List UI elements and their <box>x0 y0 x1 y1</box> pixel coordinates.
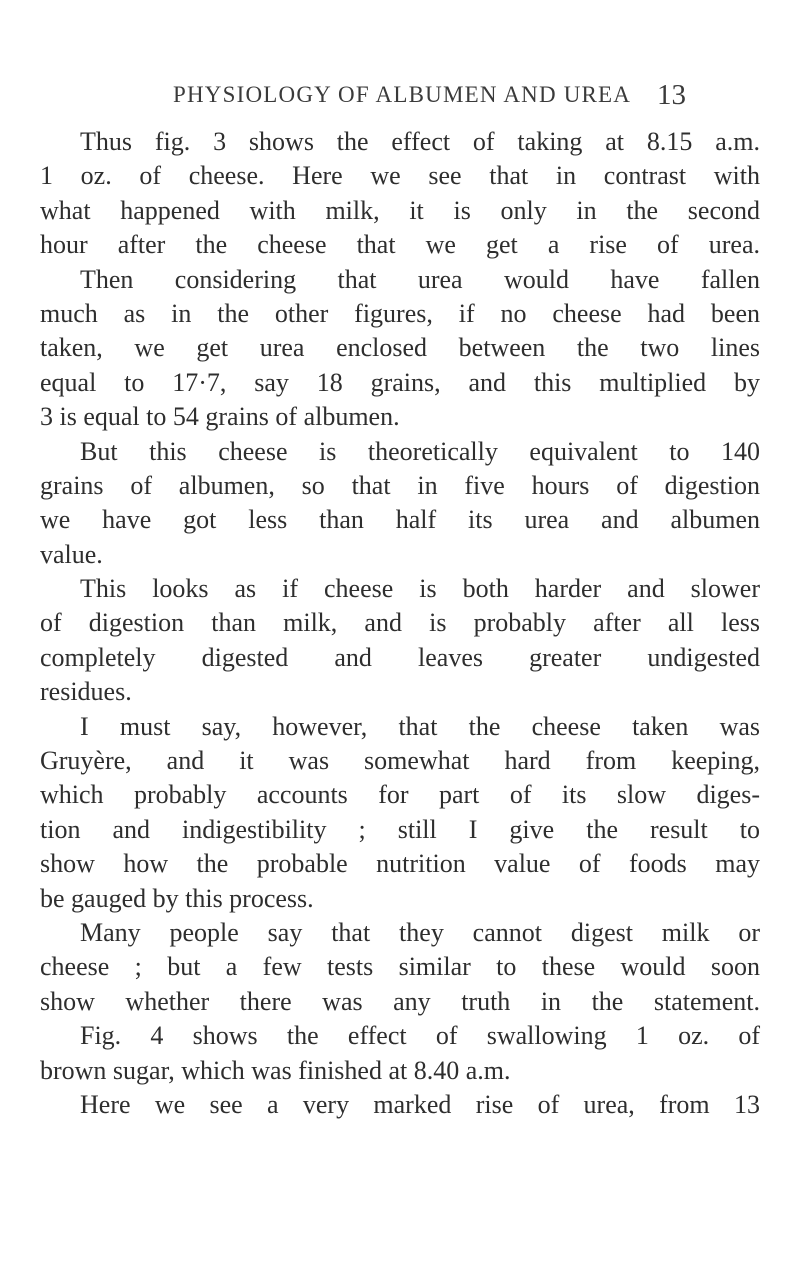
running-head <box>0 79 800 118</box>
text-line: taken, we get urea enclosed between the two lines <box>40 333 760 363</box>
text-line: Thus fig. 3 shows the effect of taking at 8.15 a.m. <box>80 127 760 156</box>
text-line: of digestion than milk, and is probably after all less <box>40 608 760 638</box>
page-number: 13 <box>657 79 686 111</box>
text-line: Here we see a very marked rise of urea, from 13 <box>80 1089 760 1119</box>
text-line: value. <box>40 539 103 569</box>
text-line: be gauged by this process. <box>40 883 314 913</box>
text-line: 1 oz. of cheese. Here we see that in contrast with <box>40 161 760 191</box>
text-line: brown sugar, which was finished at 8.40 a.m. <box>40 1055 511 1085</box>
text-line: residues. <box>40 677 132 707</box>
running-title: PHYSIOLOGY OF ALBUMEN AND UREA <box>173 82 632 107</box>
text-line: Fig. 4 shows the effect of swallowing 1 oz. of <box>80 1021 760 1051</box>
text-line: we have got less than half its urea and albumen <box>40 505 760 535</box>
text-line: which probably accounts for part of its slow diges- <box>40 780 760 810</box>
text-line: But this cheese is theoretically equivalent to 140 <box>80 436 760 466</box>
text-line: much as in the other figures, if no cheese had been <box>40 298 760 328</box>
text-line: completely digested and leaves greater undigested <box>40 642 760 672</box>
text-line: cheese ; but a few tests similar to these would soon <box>40 952 760 982</box>
text-line: Gruyère, and it was somewhat hard from keeping, <box>40 746 760 776</box>
text-line: what happened with milk, it is only in the second <box>40 195 760 225</box>
body-text <box>40 125 760 1122</box>
text-line: grains of albumen, so that in five hours of digestion <box>40 470 760 500</box>
text-line: 3 is equal to 54 grains of albumen. <box>40 402 400 432</box>
text-line: show how the probable nutrition value of foods may <box>40 849 760 879</box>
text-line: show whether there was any truth in the statement. <box>40 986 760 1016</box>
text-line: Then considering that urea would have fallen <box>80 264 760 294</box>
text-line: Many people say that they cannot digest milk or <box>80 917 760 947</box>
text-line: This looks as if cheese is both harder and slower <box>80 574 760 604</box>
text-line: I must say, however, that the cheese taken was <box>80 711 760 741</box>
text-line: equal to 17·7, say 18 grains, and this multiplied by <box>40 367 760 397</box>
text-line: hour after the cheese that we get a rise of urea. <box>40 230 760 260</box>
text-line: tion and indigestibility ; still I give the result to <box>40 814 760 844</box>
